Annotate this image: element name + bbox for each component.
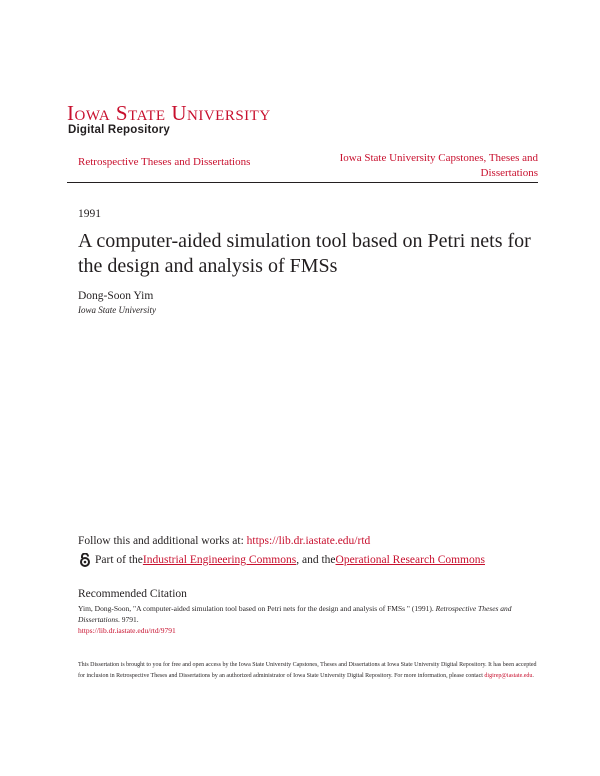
open-access-icon [78, 553, 92, 567]
recommended-citation-heading: Recommended Citation [78, 588, 187, 600]
contact-email-link[interactable]: digirep@iastate.edu [484, 673, 533, 679]
part-of-line [78, 553, 485, 567]
part-of-prefix: Part of the [95, 554, 143, 566]
access-notice: This Dissertation is brought to you for free and open access by the Iowa State University Capstones, Theses and Dissertations at Iowa State University Digital Repository. It has been accepted for inclusion in Retrospective Theses and Dissertations by an authorized administrator of Iowa State University Digital Repository. For more information, please contact digirep@iastate.edu. [78, 662, 537, 679]
recommended-citation-text: Yim, Dong-Soon, "A computer-aided simulation tool based on Petri nets for the design and analysis of FMSs " (1991). Retrospective Theses and Dissertations. 9791. https://lib.dr.iastate.edu/rtd/9791 [78, 604, 512, 635]
follow-prefix: Follow this and additional works at: [78, 535, 247, 547]
author-name: Dong-Soon Yim [78, 290, 154, 302]
operational-research-commons-link[interactable]: Operational Research Commons [335, 554, 485, 566]
follow-line [78, 535, 370, 547]
university-logo[interactable]: IOWA STATE UNIVERSITY [67, 101, 271, 125]
digital-repository-label: Digital Repository [68, 124, 171, 136]
industrial-engineering-commons-link[interactable]: Industrial Engineering Commons [142, 554, 297, 566]
document-title: A computer-aided simulation tool based on Petri nets for the design and analysis of FMSs [78, 230, 531, 277]
publication-year: 1991 [78, 208, 101, 220]
citation-url-link[interactable]: https://lib.dr.iastate.edu/rtd/9791 [78, 626, 176, 635]
collection-link-retrospective[interactable]: Retrospective Theses and Dissertations [78, 156, 251, 168]
header-divider [67, 182, 538, 183]
part-of-middle: , and the [296, 554, 336, 566]
follow-url-link[interactable]: https://lib.dr.iastate.edu/rtd [246, 535, 371, 547]
collection-link-capstones[interactable]: Iowa State University Capstones, Theses and Dissertations [339, 152, 538, 179]
author-affiliation: Iowa State University [78, 305, 156, 315]
